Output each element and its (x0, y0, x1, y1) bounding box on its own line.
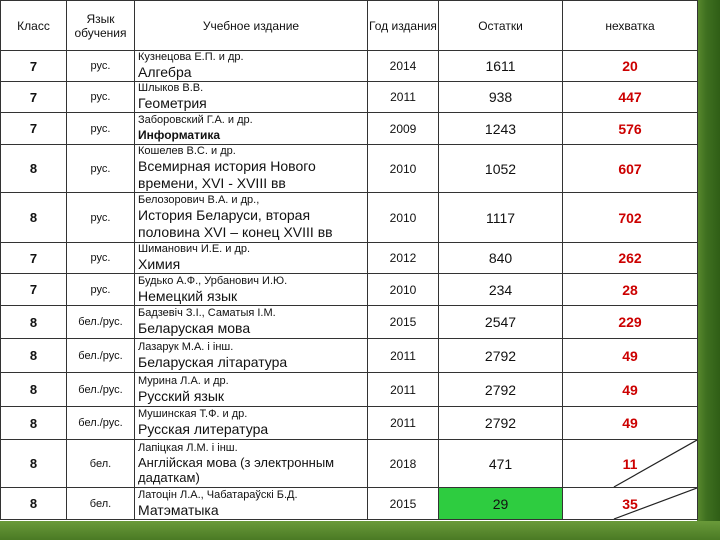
grade-cell: 7 (1, 243, 67, 274)
edition-title: Русский язык (138, 387, 225, 404)
edition-authors: Кузнецова Е.П. и др. (138, 51, 244, 63)
edition-authors: Будько А.Ф., Урбанович И.Ю. (138, 274, 288, 287)
edition-cell (135, 193, 368, 243)
remainder-cell: 2792 (439, 339, 563, 373)
grade-cell: 8 (1, 407, 67, 440)
shortage-value: 262 (618, 250, 642, 266)
remainder-cell: 2792 (439, 407, 563, 440)
grade-cell: 8 (1, 488, 67, 520)
year-cell: 2012 (368, 243, 439, 274)
edition-cell (135, 407, 368, 440)
header-row (1, 1, 698, 51)
language-cell: бел./рус. (67, 407, 135, 440)
year-cell: 2018 (368, 440, 439, 488)
shortage-value: 229 (618, 314, 642, 330)
edition-authors: Латоцін Л.А., Чабатараўскі Б.Д. (138, 488, 298, 501)
edition-authors: Заборовский Г.А. и др. (138, 113, 253, 126)
year-cell: 2015 (368, 306, 439, 339)
language-cell: бел./рус. (67, 306, 135, 339)
table-row (1, 82, 698, 113)
edition-title: История Беларуси, вторая половина XVI – конец XVIII вв (138, 207, 333, 240)
edition-title: Всемирная история Нового времени, XVI - XVIII вв (138, 158, 316, 191)
shortage-cell (563, 488, 698, 520)
edition-authors: Белозорович В.А. и др., (138, 194, 260, 206)
year-cell: 2011 (368, 407, 439, 440)
edition-title: Алгебра (138, 64, 192, 80)
remainder-cell: 234 (439, 274, 563, 306)
grade-cell: 7 (1, 274, 67, 306)
header-year: Год издания (368, 1, 439, 51)
edition-cell (135, 339, 368, 373)
shortage-value: 607 (618, 160, 642, 177)
grade-cell: 8 (1, 193, 67, 243)
edition-title: Матэматыка (138, 501, 219, 518)
edition-title: Русская литература (138, 421, 269, 437)
grade-cell: 8 (1, 145, 67, 193)
header-grade: Класс (1, 1, 67, 51)
year-cell: 2014 (368, 51, 439, 82)
language-cell: рус. (67, 82, 135, 113)
shortage-value: 576 (618, 120, 642, 137)
edition-title: Информатика (138, 127, 221, 142)
language-cell: рус. (67, 145, 135, 193)
shortage-cell (563, 407, 698, 440)
grade-cell: 7 (1, 51, 67, 82)
language-cell: бел./рус. (67, 339, 135, 373)
edition-authors: Шиманович И.Е. и др. (138, 243, 251, 255)
header-remainder: Остатки (439, 1, 563, 51)
grade-cell: 8 (1, 373, 67, 407)
edition-cell (135, 274, 368, 306)
remainder-cell: 1243 (439, 113, 563, 145)
remainder-cell: 1117 (439, 193, 563, 243)
edition-title: Беларуская мова (138, 320, 251, 336)
table-row (1, 274, 698, 306)
shortage-value: 702 (618, 209, 642, 226)
year-cell: 2011 (368, 82, 439, 113)
table-row (1, 488, 698, 520)
language-cell: рус. (67, 113, 135, 145)
year-cell: 2010 (368, 274, 439, 306)
edition-cell (135, 243, 368, 274)
shortage-cell (563, 51, 698, 82)
edition-authors: Мушинская Т.Ф. и др. (138, 408, 248, 420)
year-cell: 2010 (368, 145, 439, 193)
header-shortage: нехватка (563, 1, 698, 51)
edition-authors: Бадзевіч З.І., Саматыя І.М. (138, 307, 276, 319)
table-row (1, 306, 698, 339)
table-row (1, 51, 698, 82)
shortage-cell (563, 113, 698, 145)
edition-authors: Кошелев В.С. и др. (138, 145, 236, 157)
edition-cell (135, 113, 368, 145)
shortage-cell (563, 243, 698, 274)
edition-cell (135, 373, 368, 407)
edition-cell (135, 440, 368, 488)
remainder-cell: 938 (439, 82, 563, 113)
remainder-cell: 29 (439, 488, 563, 520)
shortage-value: 49 (622, 415, 638, 431)
shortage-cell (563, 306, 698, 339)
table-row (1, 145, 698, 193)
edition-title: Немецкий язык (138, 287, 238, 304)
shortage-value: 11 (622, 455, 638, 472)
table-row (1, 339, 698, 373)
shortage-value: 35 (622, 495, 638, 512)
table-row (1, 243, 698, 274)
slide-border-bottom (0, 521, 720, 540)
shortage-cell (563, 193, 698, 243)
table-row (1, 113, 698, 145)
edition-authors: Мурина Л.А. и др. (138, 374, 229, 387)
shortage-value: 447 (618, 89, 642, 105)
edition-title: Геометрия (138, 95, 207, 111)
shortage-cell (563, 339, 698, 373)
remainder-cell: 1611 (439, 51, 563, 82)
remainder-cell: 2792 (439, 373, 563, 407)
shortage-value: 49 (622, 347, 638, 364)
table-row (1, 373, 698, 407)
shortage-value: 28 (622, 281, 638, 298)
year-cell: 2010 (368, 193, 439, 243)
shortage-value: 20 (622, 58, 638, 74)
edition-title: Химия (138, 256, 181, 272)
edition-cell (135, 488, 368, 520)
edition-authors: Лапіцкая Л.М. і інш. (138, 442, 238, 454)
shortage-cell (563, 373, 698, 407)
shortage-cell (563, 274, 698, 306)
edition-cell (135, 51, 368, 82)
remainder-cell: 2547 (439, 306, 563, 339)
shortage-cell (563, 145, 698, 193)
table-row (1, 193, 698, 243)
shortage-cell (563, 440, 698, 488)
edition-title: Беларуская літаратура (138, 353, 288, 370)
shortage-value: 49 (622, 381, 638, 398)
language-cell: рус. (67, 193, 135, 243)
remainder-cell: 471 (439, 440, 563, 488)
grade-cell: 7 (1, 113, 67, 145)
language-cell: бел. (67, 440, 135, 488)
grade-cell: 8 (1, 339, 67, 373)
remainder-cell: 1052 (439, 145, 563, 193)
year-cell: 2011 (368, 339, 439, 373)
edition-authors: Лазарук М.А. і інш. (138, 340, 234, 353)
header-language: Язык обучения (67, 1, 135, 51)
shortage-cell (563, 82, 698, 113)
slide-border-right (697, 0, 720, 540)
language-cell: рус. (67, 274, 135, 306)
edition-title: Англійская мова (з электронным дадаткам) (138, 455, 335, 485)
table-row (1, 407, 698, 440)
language-cell: бел./рус. (67, 373, 135, 407)
table-row (1, 440, 698, 488)
year-cell: 2015 (368, 488, 439, 520)
edition-authors: Шлыков В.В. (138, 82, 204, 94)
year-cell: 2011 (368, 373, 439, 407)
grade-cell: 7 (1, 82, 67, 113)
language-cell: бел. (67, 488, 135, 520)
header-edition: Учебное издание (135, 1, 368, 51)
edition-cell (135, 82, 368, 113)
language-cell: рус. (67, 51, 135, 82)
language-cell: рус. (67, 243, 135, 274)
edition-cell (135, 145, 368, 193)
grade-cell: 8 (1, 440, 67, 488)
remainder-cell: 840 (439, 243, 563, 274)
edition-cell (135, 306, 368, 339)
year-cell: 2009 (368, 113, 439, 145)
grade-cell: 8 (1, 306, 67, 339)
